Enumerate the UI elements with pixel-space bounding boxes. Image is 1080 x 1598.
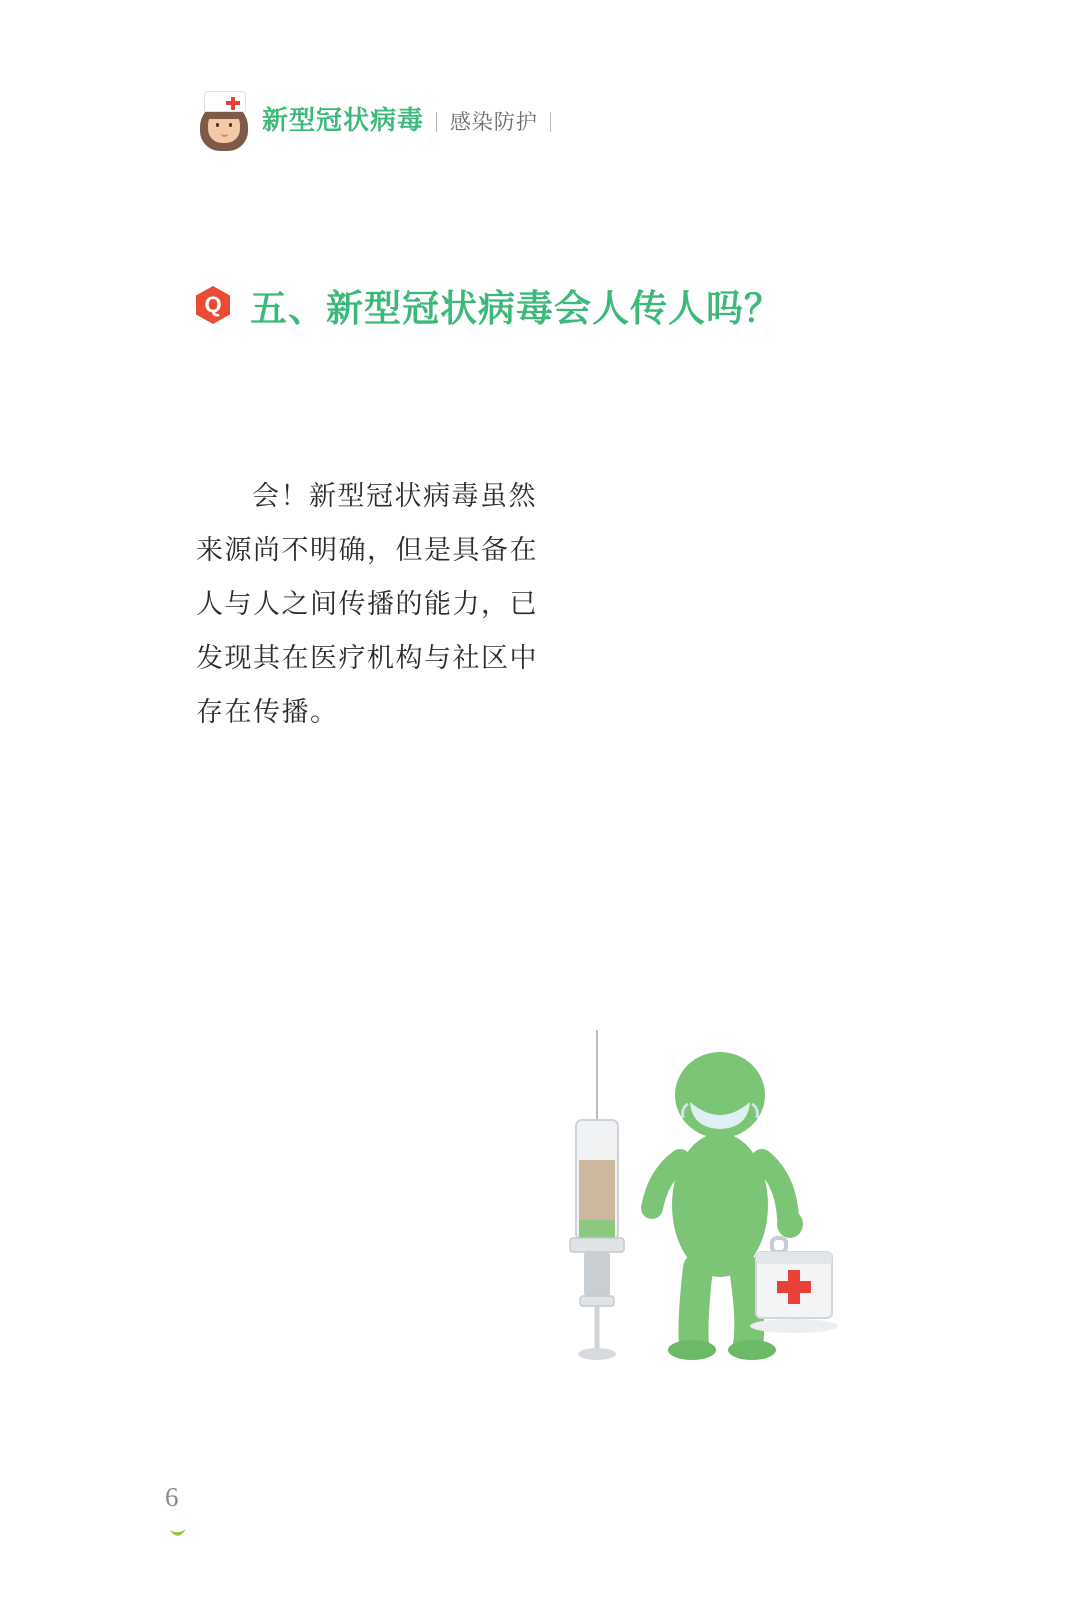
leaf-icon <box>168 1528 188 1542</box>
answer-paragraph: 会！新型冠状病毒虽然来源尚不明确，但是具备在人与人之间传播的能力，已发现其在医疗机构与社区中存在传播。 <box>196 481 538 728</box>
question-badge-icon <box>196 286 230 324</box>
page-title: 五、新型冠状病毒会人传人吗？ <box>250 288 782 329</box>
illustration <box>540 1020 870 1380</box>
brand-divider-end <box>550 112 551 132</box>
syringe-icon <box>570 1030 624 1360</box>
brand-divider <box>436 112 437 132</box>
brand-text <box>262 104 559 135</box>
page-number: 6 <box>165 1482 179 1512</box>
first-aid-kit-icon <box>750 1238 838 1333</box>
brand-subtitle: 感染防护 <box>449 110 538 134</box>
brand-header <box>196 88 559 152</box>
question-badge-letter: Q <box>204 292 222 317</box>
brand-title: 新型冠状病毒 <box>262 104 425 135</box>
question-heading <box>196 278 782 332</box>
nurse-avatar-icon <box>196 89 252 151</box>
